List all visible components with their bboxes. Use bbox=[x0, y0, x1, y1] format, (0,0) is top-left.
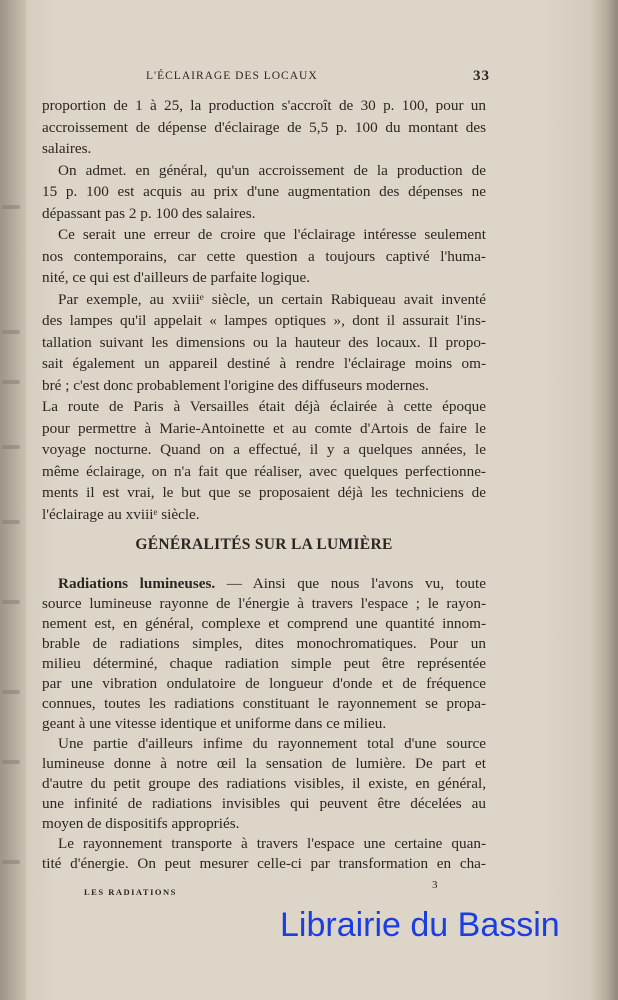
paragraph bbox=[42, 289, 486, 397]
text-line: des lampes qu'il appelait « lampes optiques », dont il assurait l'ins- bbox=[42, 312, 486, 329]
text-line: Le rayonnement transporte à travers l'espace une certaine quan- bbox=[58, 835, 486, 852]
text-line: lumineuse donne à notre œil la sensation de lumière. De part et bbox=[42, 755, 486, 772]
text-line: une infinité de radiations invisibles qui peuvent être décelées au bbox=[42, 795, 486, 812]
text-line: dépassant pas 2 p. 100 des salaires. bbox=[42, 204, 256, 222]
text-line: d'autre du petit groupe des radiations visibles, il existe, en général, bbox=[42, 775, 486, 792]
paragraph bbox=[42, 396, 486, 525]
paragraph bbox=[42, 160, 486, 225]
text-line: nos contemporains, car cette question a toujours captivé l'huma- bbox=[42, 247, 486, 265]
text-line: ments il est vrai, le but que se proposaient déjà les techniciens de bbox=[42, 484, 486, 501]
text-line: moyen de dispositifs appropriés. bbox=[42, 815, 240, 832]
text-line: geant à une vitesse identique et uniforme dans ce milieu. bbox=[42, 715, 387, 732]
text-line: même éclairage, on n'a fait que réaliser, avec quelques perfectionne- bbox=[42, 462, 486, 480]
text-line: nement est, en général, complexe et comprend une quantité innom- bbox=[42, 615, 486, 632]
paragraph bbox=[42, 95, 486, 160]
signature-mark: LES RADIATIONS bbox=[84, 887, 177, 897]
text-line: sait également un appareil destiné à rendre l'éclairage moins om- bbox=[42, 355, 486, 372]
text-line: 15 p. 100 est acquis au prix d'une augmentation des dépenses ne bbox=[42, 183, 486, 200]
body-text-section-2 bbox=[42, 574, 486, 874]
adjacent-page-edge bbox=[0, 0, 26, 1000]
text-line: On admet. en général, qu'un accroissement de la production de bbox=[58, 161, 486, 179]
text-line: salaires. bbox=[42, 140, 92, 157]
text-line: nité, ce qui est d'ailleurs de parfaite logique. bbox=[42, 269, 310, 286]
page-number: 33 bbox=[473, 68, 490, 84]
watermark: Librairie du Bassin bbox=[280, 906, 560, 944]
paragraph bbox=[42, 224, 486, 289]
paragraph bbox=[42, 574, 486, 734]
text-line: proportion de 1 à 25, la production s'accroît de 30 p. 100, pour un bbox=[42, 97, 486, 114]
text-line: accroissement de dépense d'éclairage de 5,5 p. 100 du montant des bbox=[42, 118, 486, 136]
text-line: pour permettre à Marie-Antoinette et au comte d'Artois de faire le bbox=[42, 419, 486, 437]
text-line: Par exemple, au xviiiᵉ siècle, un certain Rabiqueau avait inventé bbox=[58, 290, 486, 308]
sheet-number: 3 bbox=[432, 879, 438, 891]
section-heading: GÉNÉRALITÉS SUR LA LUMIÈRE bbox=[135, 536, 393, 553]
text-line: source lumineuse rayonne de l'énergie à travers l'espace ; le rayon- bbox=[42, 595, 486, 612]
text-line: par une vibration ondulatoire de longueur d'onde et de fréquence bbox=[42, 675, 486, 692]
text-line: connues, toutes les radiations constituant le rayonnement se propa- bbox=[42, 695, 486, 712]
body-text-section-1 bbox=[42, 95, 486, 525]
text-line: milieu déterminé, chaque radiation simple peut être représentée bbox=[42, 655, 486, 672]
running-header bbox=[42, 68, 490, 86]
running-title: L'ÉCLAIRAGE DES LOCAUX bbox=[146, 70, 318, 82]
paragraph bbox=[42, 734, 486, 834]
text-line: Radiations lumineuses. — Ainsi que nous l'avons vu, toute bbox=[58, 575, 486, 592]
text-line: voyage nocturne. Quand on a effectué, il y a quelques années, le bbox=[42, 441, 486, 458]
text-line: Une partie d'ailleurs infime du rayonnement total d'une source bbox=[58, 735, 486, 752]
text-line: tallation suivant les dimensions ou la hauteur des locaux. Il propo- bbox=[42, 333, 486, 351]
text-line: La route de Paris à Versailles était déjà éclairée à cette époque bbox=[42, 398, 486, 415]
run-in-heading: Radiations lumineuses. bbox=[58, 575, 227, 592]
text-line: l'éclairage au xviiiᵉ siècle. bbox=[42, 505, 200, 523]
text-line: bré ; c'est donc probablement l'origine des diffuseurs modernes. bbox=[42, 376, 429, 394]
text-line: brable de radiations simples, dites monochromatiques. Pour un bbox=[42, 635, 486, 652]
paragraph bbox=[42, 834, 486, 874]
text-line: tité d'énergie. On peut mesurer celle-ci par transformation en cha- bbox=[42, 855, 486, 872]
text-line: Ce serait une erreur de croire que l'éclairage intéresse seulement bbox=[58, 226, 486, 243]
